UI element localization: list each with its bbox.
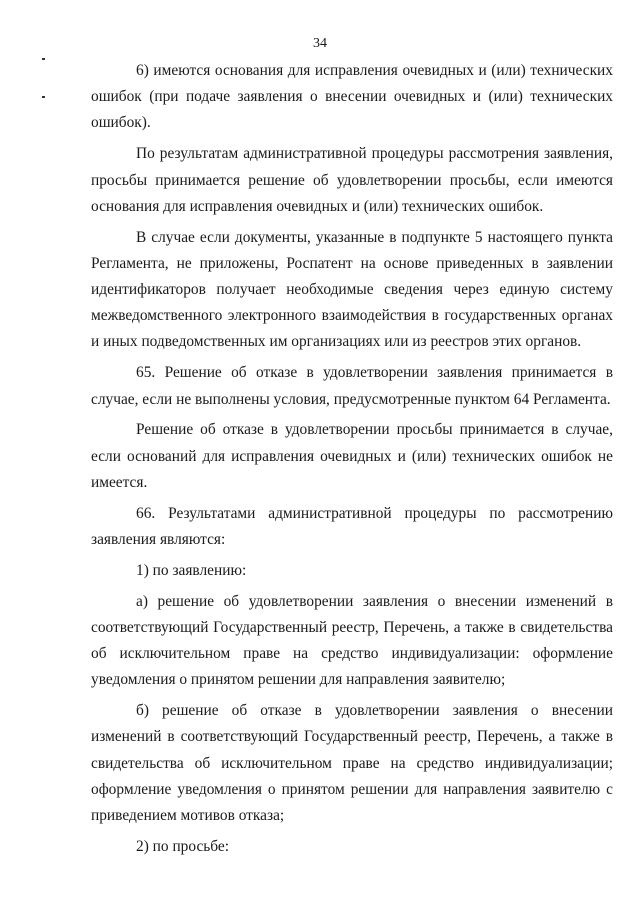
paragraph-refusal-request: Решение об отказе в удовлетворении просьбы принимается в случае, если оснований для исправления очевидных и (или) технических ошибок не имеется.	[91, 421, 613, 491]
paragraph-clause-65: 65. Решение об отказе в удовлетворении заявления принимается в случае, если не выполнены условия, предусмотренные пунктом 64 Регламента.	[91, 364, 613, 408]
paragraph-subitem-b: б) решение об отказе в удовлетворении заявления о внесении изменений в соответствующий Государственный реестр, Перечень, а также в свидетельства об исключительном праве на средство индивидуализации; оформление уведомления о принятом решении для направления заявителю с приведением мотивов отказа;	[91, 702, 613, 824]
scan-speck	[42, 58, 45, 60]
scan-speck	[42, 96, 45, 98]
document-body	[91, 58, 613, 865]
page-number: 34	[313, 36, 327, 51]
paragraph-by-application: 1) по заявлению:	[136, 561, 247, 579]
paragraph-interdepartmental-request: В случае если документы, указанные в подпункте 5 настоящего пункта Регламента, не приложены, Роспатент на основе приведенных в заявлении идентификаторов получает необходимые сведения через единую систему межведомственного электронного взаимодействия в государственных органах и иных подведомственных им организациях или из реестров этих органов.	[91, 228, 613, 351]
paragraph-clause-66: 66. Результатами административной процедуры по рассмотрению заявления являются:	[91, 504, 613, 548]
paragraph-item-6: 6) имеются основания для исправления очевидных и (или) технических ошибок (при подаче заявления о внесении очевидных и (или) технических ошибок).	[91, 62, 613, 132]
paragraph-subitem-a: а) решение об удовлетворении заявления о внесении изменений в соответствующий Государственный реестр, Перечень, а также в свидетельства об исключительном праве на средство индивидуализации: оформление уведомления о принятом решении для направления заявителю;	[91, 592, 613, 689]
paragraph-review-result: По результатам административной процедуры рассмотрения заявления, просьбы принимается решение об удовлетворении просьбы, если имеются основания для исправления очевидных и (или) технических ошибок.	[91, 145, 613, 215]
paragraph-by-request: 2) по просьбе:	[136, 837, 230, 855]
